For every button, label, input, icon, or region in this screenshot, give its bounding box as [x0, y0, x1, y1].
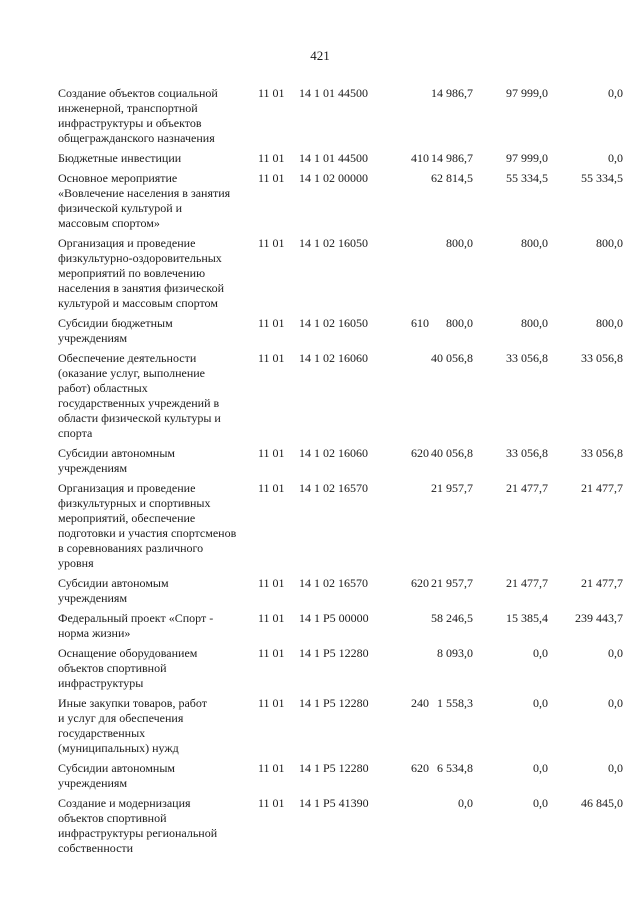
row-name: Иные закупки товаров, работ и услуг для обеспечения государственных (муниципальных) нужд [58, 696, 207, 755]
row-name: Субсидии автономым учреждениям [58, 576, 169, 605]
row-section: 11 01 [258, 611, 285, 625]
table-row [58, 796, 628, 856]
table-row [58, 171, 628, 231]
row-section: 11 01 [258, 576, 285, 590]
row-csr: 14 1 02 16060 [299, 351, 368, 365]
row-csr: 14 1 P5 41390 [299, 796, 369, 810]
row-section: 11 01 [258, 481, 285, 495]
row-section: 11 01 [258, 446, 285, 460]
row-name: Субсидии бюджетным учреждениям [58, 316, 173, 345]
row-value-1: 8 093,0 [437, 646, 473, 660]
row-name: Создание объектов социальной инженерной, транспортной инфраструктуры и объектов общегражданского назначения [58, 86, 218, 145]
row-csr: 14 1 P5 00000 [299, 611, 369, 625]
row-section: 11 01 [258, 86, 285, 100]
row-value-1: 0,0 [458, 796, 473, 810]
row-section: 11 01 [258, 236, 285, 250]
row-value-3: 0,0 [608, 646, 623, 660]
row-csr: 14 1 02 16050 [299, 316, 368, 330]
row-section: 11 01 [258, 761, 285, 775]
row-name: Обеспечение деятельности (оказание услуг, выполнение работ) областных государственных учреждений в области физической культуры и спорта [58, 351, 221, 440]
row-value-2: 15 385,4 [506, 611, 548, 625]
row-csr: 14 1 02 16060 [299, 446, 368, 460]
row-value-2: 800,0 [521, 236, 548, 250]
row-name: Субсидии автономным учреждениям [58, 446, 175, 475]
row-csr: 14 1 P5 12280 [299, 696, 369, 710]
row-value-2: 0,0 [533, 696, 548, 710]
row-vr: 620 [411, 446, 429, 460]
row-name: Создание и модернизация объектов спортивной инфраструктуры региональной собственности [58, 796, 218, 855]
row-value-2: 0,0 [533, 796, 548, 810]
table-row [58, 646, 628, 691]
row-section: 11 01 [258, 316, 285, 330]
row-value-1: 21 957,7 [431, 576, 473, 590]
row-vr: 620 [411, 576, 429, 590]
row-section: 11 01 [258, 646, 285, 660]
row-vr: 240 [411, 696, 429, 710]
row-value-2: 21 477,7 [506, 576, 548, 590]
row-value-2: 800,0 [521, 316, 548, 330]
row-vr: 410 [411, 151, 429, 165]
row-section: 11 01 [258, 151, 285, 165]
row-csr: 14 1 P5 12280 [299, 761, 369, 775]
row-value-3: 0,0 [608, 761, 623, 775]
table-row [58, 236, 628, 311]
row-value-2: 97 999,0 [506, 151, 548, 165]
row-vr: 620 [411, 761, 429, 775]
table-row [58, 576, 628, 606]
row-section: 11 01 [258, 796, 285, 810]
table-row [58, 761, 628, 791]
row-name: Основное мероприятие «Вовлечение населения в занятия физической культурой и массовым спортом» [58, 171, 231, 230]
row-value-2: 55 334,5 [506, 171, 548, 185]
row-value-3: 239 443,7 [575, 611, 623, 625]
row-value-3: 800,0 [596, 236, 623, 250]
table-row [58, 446, 628, 476]
row-value-3: 21 477,7 [581, 481, 623, 495]
row-value-2: 33 056,8 [506, 446, 548, 460]
row-value-2: 0,0 [533, 761, 548, 775]
row-value-3: 33 056,8 [581, 446, 623, 460]
row-value-3: 800,0 [596, 316, 623, 330]
page-number: 421 [310, 48, 330, 63]
table-row [58, 316, 628, 346]
table-row [58, 696, 628, 756]
row-value-1: 58 246,5 [431, 611, 473, 625]
table-row [58, 611, 628, 641]
row-value-3: 0,0 [608, 151, 623, 165]
row-section: 11 01 [258, 696, 285, 710]
row-value-2: 33 056,8 [506, 351, 548, 365]
row-value-3: 46 845,0 [581, 796, 623, 810]
row-section: 11 01 [258, 171, 285, 185]
row-name: Организация и проведение физкультурных и спортивных мероприятий, обеспечение подготовки и участия спортсменов в соревнованиях различного уровня [58, 481, 237, 570]
row-csr: 14 1 01 44500 [299, 86, 368, 100]
row-value-2: 0,0 [533, 646, 548, 660]
row-name: Федеральный проект «Спорт - норма жизни» [58, 611, 214, 640]
row-section: 11 01 [258, 351, 285, 365]
table-row [58, 151, 628, 166]
row-csr: 14 1 02 00000 [299, 171, 368, 185]
row-value-3: 21 477,7 [581, 576, 623, 590]
row-value-1: 800,0 [446, 236, 473, 250]
row-vr: 610 [411, 316, 429, 330]
row-value-3: 0,0 [608, 86, 623, 100]
row-value-1: 40 056,8 [431, 446, 473, 460]
row-value-1: 40 056,8 [431, 351, 473, 365]
row-csr: 14 1 01 44500 [299, 151, 368, 165]
row-csr: 14 1 02 16050 [299, 236, 368, 250]
row-name: Субсидии автономным учреждениям [58, 761, 175, 790]
table-row [58, 481, 628, 571]
row-value-1: 1 558,3 [437, 696, 473, 710]
row-csr: 14 1 P5 12280 [299, 646, 369, 660]
budget-table [58, 86, 628, 861]
table-row [58, 86, 628, 146]
row-value-1: 6 534,8 [437, 761, 473, 775]
row-name: Бюджетные инвестиции [58, 151, 182, 165]
row-name: Оснащение оборудованием объектов спортивной инфраструктуры [58, 646, 198, 690]
row-value-1: 800,0 [446, 316, 473, 330]
row-name: Организация и проведение физкультурно-оздоровительных мероприятий по вовлечению населения в занятия физической культурой и массовым спортом [58, 236, 225, 310]
row-value-2: 97 999,0 [506, 86, 548, 100]
row-value-1: 14 986,7 [431, 86, 473, 100]
row-value-1: 14 986,7 [431, 151, 473, 165]
table-row [58, 351, 628, 441]
row-csr: 14 1 02 16570 [299, 576, 368, 590]
row-csr: 14 1 02 16570 [299, 481, 368, 495]
row-value-1: 21 957,7 [431, 481, 473, 495]
row-value-1: 62 814,5 [431, 171, 473, 185]
row-value-3: 0,0 [608, 696, 623, 710]
row-value-3: 55 334,5 [581, 171, 623, 185]
row-value-2: 21 477,7 [506, 481, 548, 495]
row-value-3: 33 056,8 [581, 351, 623, 365]
